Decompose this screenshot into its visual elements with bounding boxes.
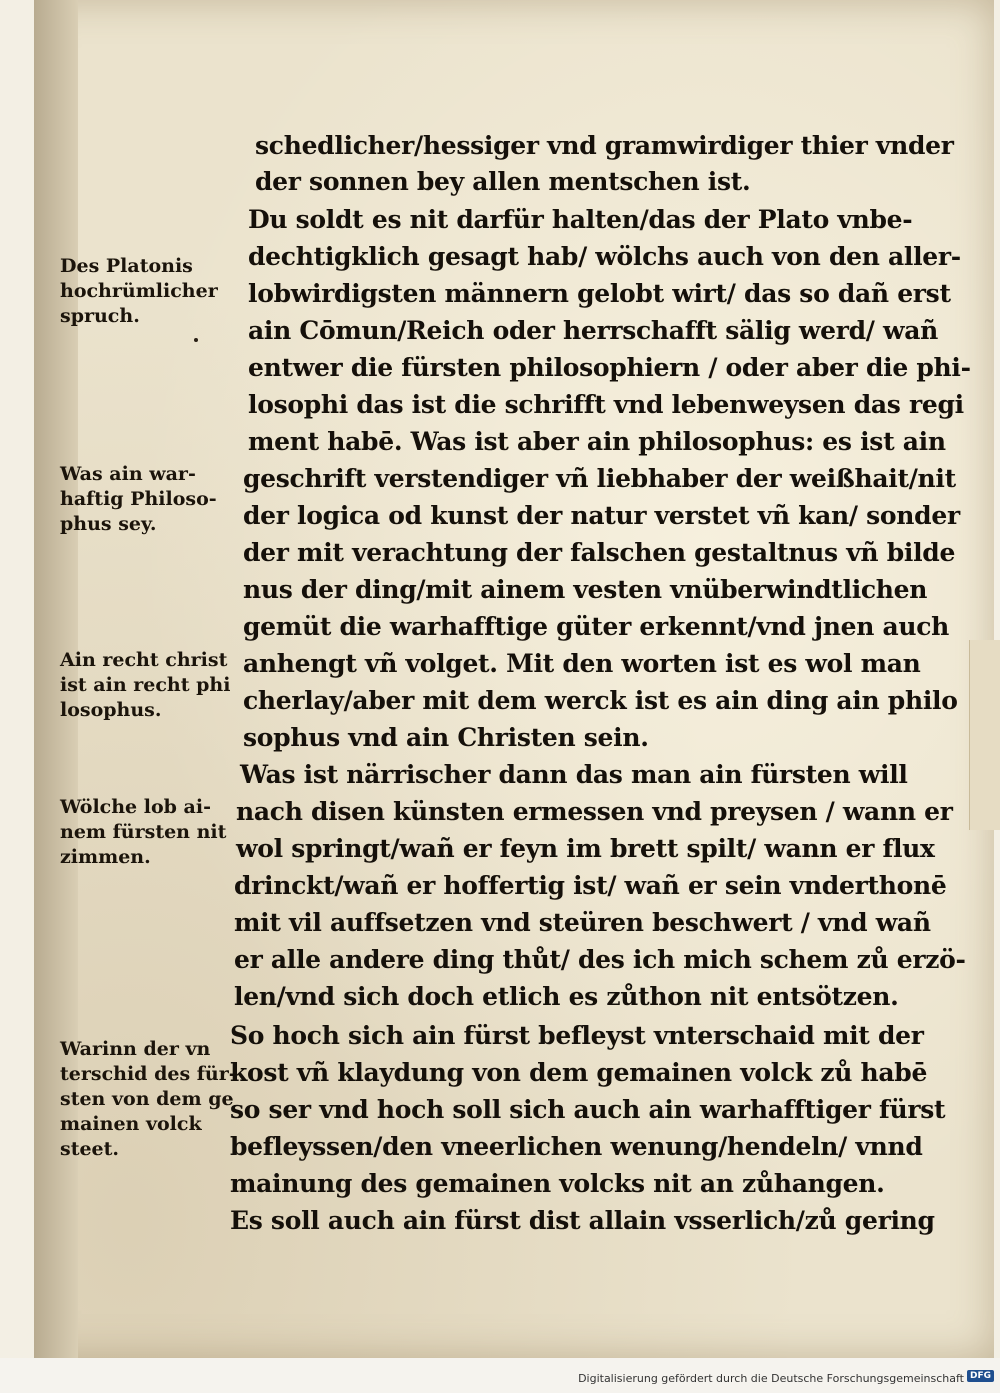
body-line: nach disen künsten ermessen vnd preysen / wann er xyxy=(236,797,953,826)
body-line: entwer die fürsten philosophiern / oder aber die phi- xyxy=(248,353,971,382)
margin-note-unterschied: Warinn der vn terschid des für-sten von dem ge mainen volck steet. xyxy=(60,1038,237,1160)
body-line: der mit verachtung der falschen gestaltnus vñ bilde xyxy=(243,538,956,567)
body-line: lobwirdigsten männern gelobt wirt/ das so dañ erst xyxy=(248,279,951,308)
ink-dot xyxy=(194,338,198,342)
margin-note-lob: Wölche lob ai-nem fürsten nit zimmen. xyxy=(60,796,227,868)
body-line: mainung des gemainen volcks nit an zůhangen. xyxy=(230,1169,885,1198)
body-line: befleyssen/den vneerlichen wenung/hendeln/ vnnd xyxy=(230,1132,923,1161)
body-line: So hoch sich ain fürst befleyst vnterschaid mit der xyxy=(230,1021,924,1050)
body-line: dechtigklich gesagt hab/ wölchs auch von den aller- xyxy=(248,242,961,271)
body-line: ain Cōmun/Reich oder herrschafft sälig werd/ wañ xyxy=(248,316,939,345)
body-line: so ser vnd hoch soll sich auch ain warhafftiger fürst xyxy=(230,1095,946,1124)
body-line: losophi das ist die schrifft vnd lebenweysen das regi xyxy=(248,390,964,419)
margin-note-christ: Ain recht christ ist ain recht phi losophus. xyxy=(60,649,231,721)
body-line: cherlay/aber mit dem werck ist es ain ding ain philo xyxy=(243,686,958,715)
body-line: der logica od kunst der natur verstet vñ kan/ sonder xyxy=(243,501,960,530)
body-line: wol springt/wañ er feyn im brett spilt/ wann er flux xyxy=(236,834,935,863)
body-line: gemüt die warhafftige güter erkennt/vnd jnen auch xyxy=(243,612,950,641)
body-line: Es soll auch ain fürst dist allain vsserlich/zů gering xyxy=(230,1206,935,1235)
paper-patch xyxy=(969,640,1000,830)
body-line: drinckt/wañ er hoffertig ist/ wañ er sein vnderthonē xyxy=(234,871,947,900)
margin-note-philosophus: Was ain war-haftig Philoso-phus sey. xyxy=(60,463,217,535)
body-line: len/vnd sich doch etlich es zůthon nit entsötzen. xyxy=(234,982,899,1011)
body-line: geschrift verstendiger vñ liebhaber der weißhait/nit xyxy=(243,464,956,493)
body-line: nus der ding/mit ainem vesten vnüberwindtlichen xyxy=(243,575,928,604)
body-line: ment habē. Was ist aber ain philosophus: es ist ain xyxy=(248,427,946,456)
digitization-credit: Digitalisierung gefördert durch die Deutsche Forschungsgemeinschaft xyxy=(578,1372,964,1385)
body-line: der sonnen bey allen mentschen ist. xyxy=(255,167,751,196)
body-line: schedlicher/hessiger vnd gramwirdiger thier vnder xyxy=(255,131,954,160)
body-line: anhengt vñ volget. Mit den worten ist es wol man xyxy=(243,649,921,678)
body-line: sophus vnd ain Christen sein. xyxy=(243,723,649,752)
body-line: Du soldt es nit darfür halten/das der Plato vnbe- xyxy=(248,205,913,234)
body-line: Was ist närrischer dann das man ain fürsten will xyxy=(240,760,908,789)
body-line: mit vil auffsetzen vnd steüren beschwert / vnd wañ xyxy=(234,908,931,937)
body-line: er alle andere ding thůt/ des ich mich schem zů erzö- xyxy=(234,945,966,974)
dfg-logo: DFG xyxy=(967,1370,994,1382)
body-line: kost vñ klaydung von dem gemainen volck zů habē xyxy=(230,1058,928,1087)
margin-note-platonis: Des Platonis hochrümlicher spruch. xyxy=(60,255,218,327)
